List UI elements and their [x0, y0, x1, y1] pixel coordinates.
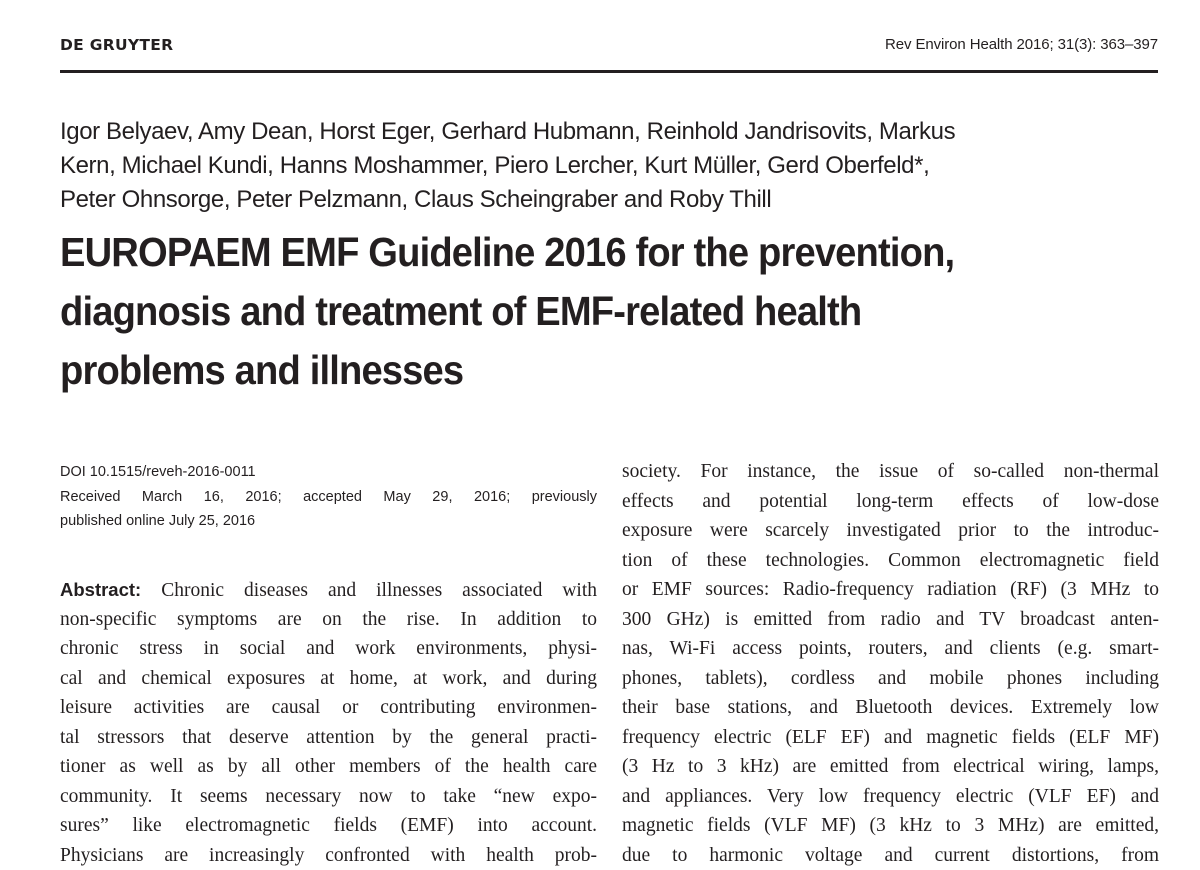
abstract-line: tal stressors that deserve attention by the general practi- — [60, 726, 597, 748]
history-line: Received March 16, 2016; accepted May 29, 2016; previously — [60, 488, 597, 505]
title-line: problems and illnesses — [60, 347, 464, 393]
abstract-label: Abstract: — [60, 579, 142, 600]
publisher-name: DE GRUYTER — [60, 36, 174, 54]
abstract-line: and appliances. Very low frequency electric (VLF EF) and — [622, 785, 1159, 807]
article-title — [60, 223, 1111, 400]
abstract-line: phones, tablets), cordless and mobile phones including — [622, 667, 1159, 689]
title-line: EUROPAEM EMF Guideline 2016 for the prevention, — [60, 229, 955, 275]
abstract-line: non-specific symptoms are on the rise. In addition to — [60, 608, 597, 630]
abstract-line: nas, Wi-Fi access points, routers, and clients (e.g. smart- — [622, 638, 1159, 659]
abstract-line: tioner as well as by all other members of the health care — [60, 756, 597, 777]
abstract-line: their base stations, and Bluetooth devices. Extremely low — [622, 697, 1159, 718]
abstract-line: magnetic fields (VLF MF) (3 kHz to 3 MHz) are emitted, — [622, 815, 1159, 836]
title-line: diagnosis and treatment of EMF-related health — [60, 288, 862, 334]
author-list — [60, 115, 1170, 217]
abstract-right-column — [622, 457, 1159, 870]
abstract-line: effects and potential long-term effects of low-dose — [622, 490, 1159, 512]
abstract-line: tion of these technologies. Common electromagnetic field — [622, 549, 1159, 571]
doi: DOI 10.1515/reveh-2016-0011 — [60, 464, 256, 480]
abstract-line: or EMF sources: Radio-frequency radiation (RF) (3 MHz to — [622, 579, 1159, 600]
abstract-line — [60, 575, 597, 605]
header-rule — [60, 70, 1158, 73]
abstract-line: chronic stress in social and work environments, physi- — [60, 638, 597, 659]
abstract-line: frequency electric (ELF EF) and magnetic fields (ELF MF) — [622, 726, 1159, 748]
author-line: Igor Belyaev, Amy Dean, Horst Eger, Gerhard Hubmann, Reinhold Jandrisovits, Markus — [60, 118, 956, 145]
author-line: Peter Ohnsorge, Peter Pelzmann, Claus Scheingraber and Roby Thill — [60, 186, 772, 213]
abstract-left-column — [60, 575, 597, 870]
abstract-line: due to harmonic voltage and current distortions, from — [622, 844, 1159, 866]
abstract-line: society. For instance, the issue of so-called non-thermal — [622, 461, 1159, 482]
abstract-line: leisure activities are causal or contributing environmen- — [60, 697, 597, 718]
abstract-line: Physicians are increasingly confronted with health prob- — [60, 844, 597, 866]
abstract-text: Chronic diseases and illnesses associated with — [141, 580, 597, 601]
abstract-line: sures” like electromagnetic fields (EMF) into account. — [60, 815, 597, 836]
article-metadata — [60, 460, 597, 534]
author-line: Kern, Michael Kundi, Hanns Moshammer, Piero Lercher, Kurt Müller, Gerd Oberfeld*, — [60, 152, 930, 179]
abstract-line: community. It seems necessary now to take “new expo- — [60, 785, 597, 807]
journal-citation: Rev Environ Health 2016; 31(3): 363–397 — [885, 36, 1158, 53]
abstract-line: exposure were scarcely investigated prior to the introduc- — [622, 520, 1159, 541]
history-line: published online July 25, 2016 — [60, 513, 256, 529]
abstract-line: 300 GHz) is emitted from radio and TV broadcast anten- — [622, 608, 1159, 630]
abstract-line: (3 Hz to 3 kHz) are emitted from electrical wiring, lamps, — [622, 756, 1159, 777]
abstract-line: cal and chemical exposures at home, at work, and during — [60, 667, 597, 689]
